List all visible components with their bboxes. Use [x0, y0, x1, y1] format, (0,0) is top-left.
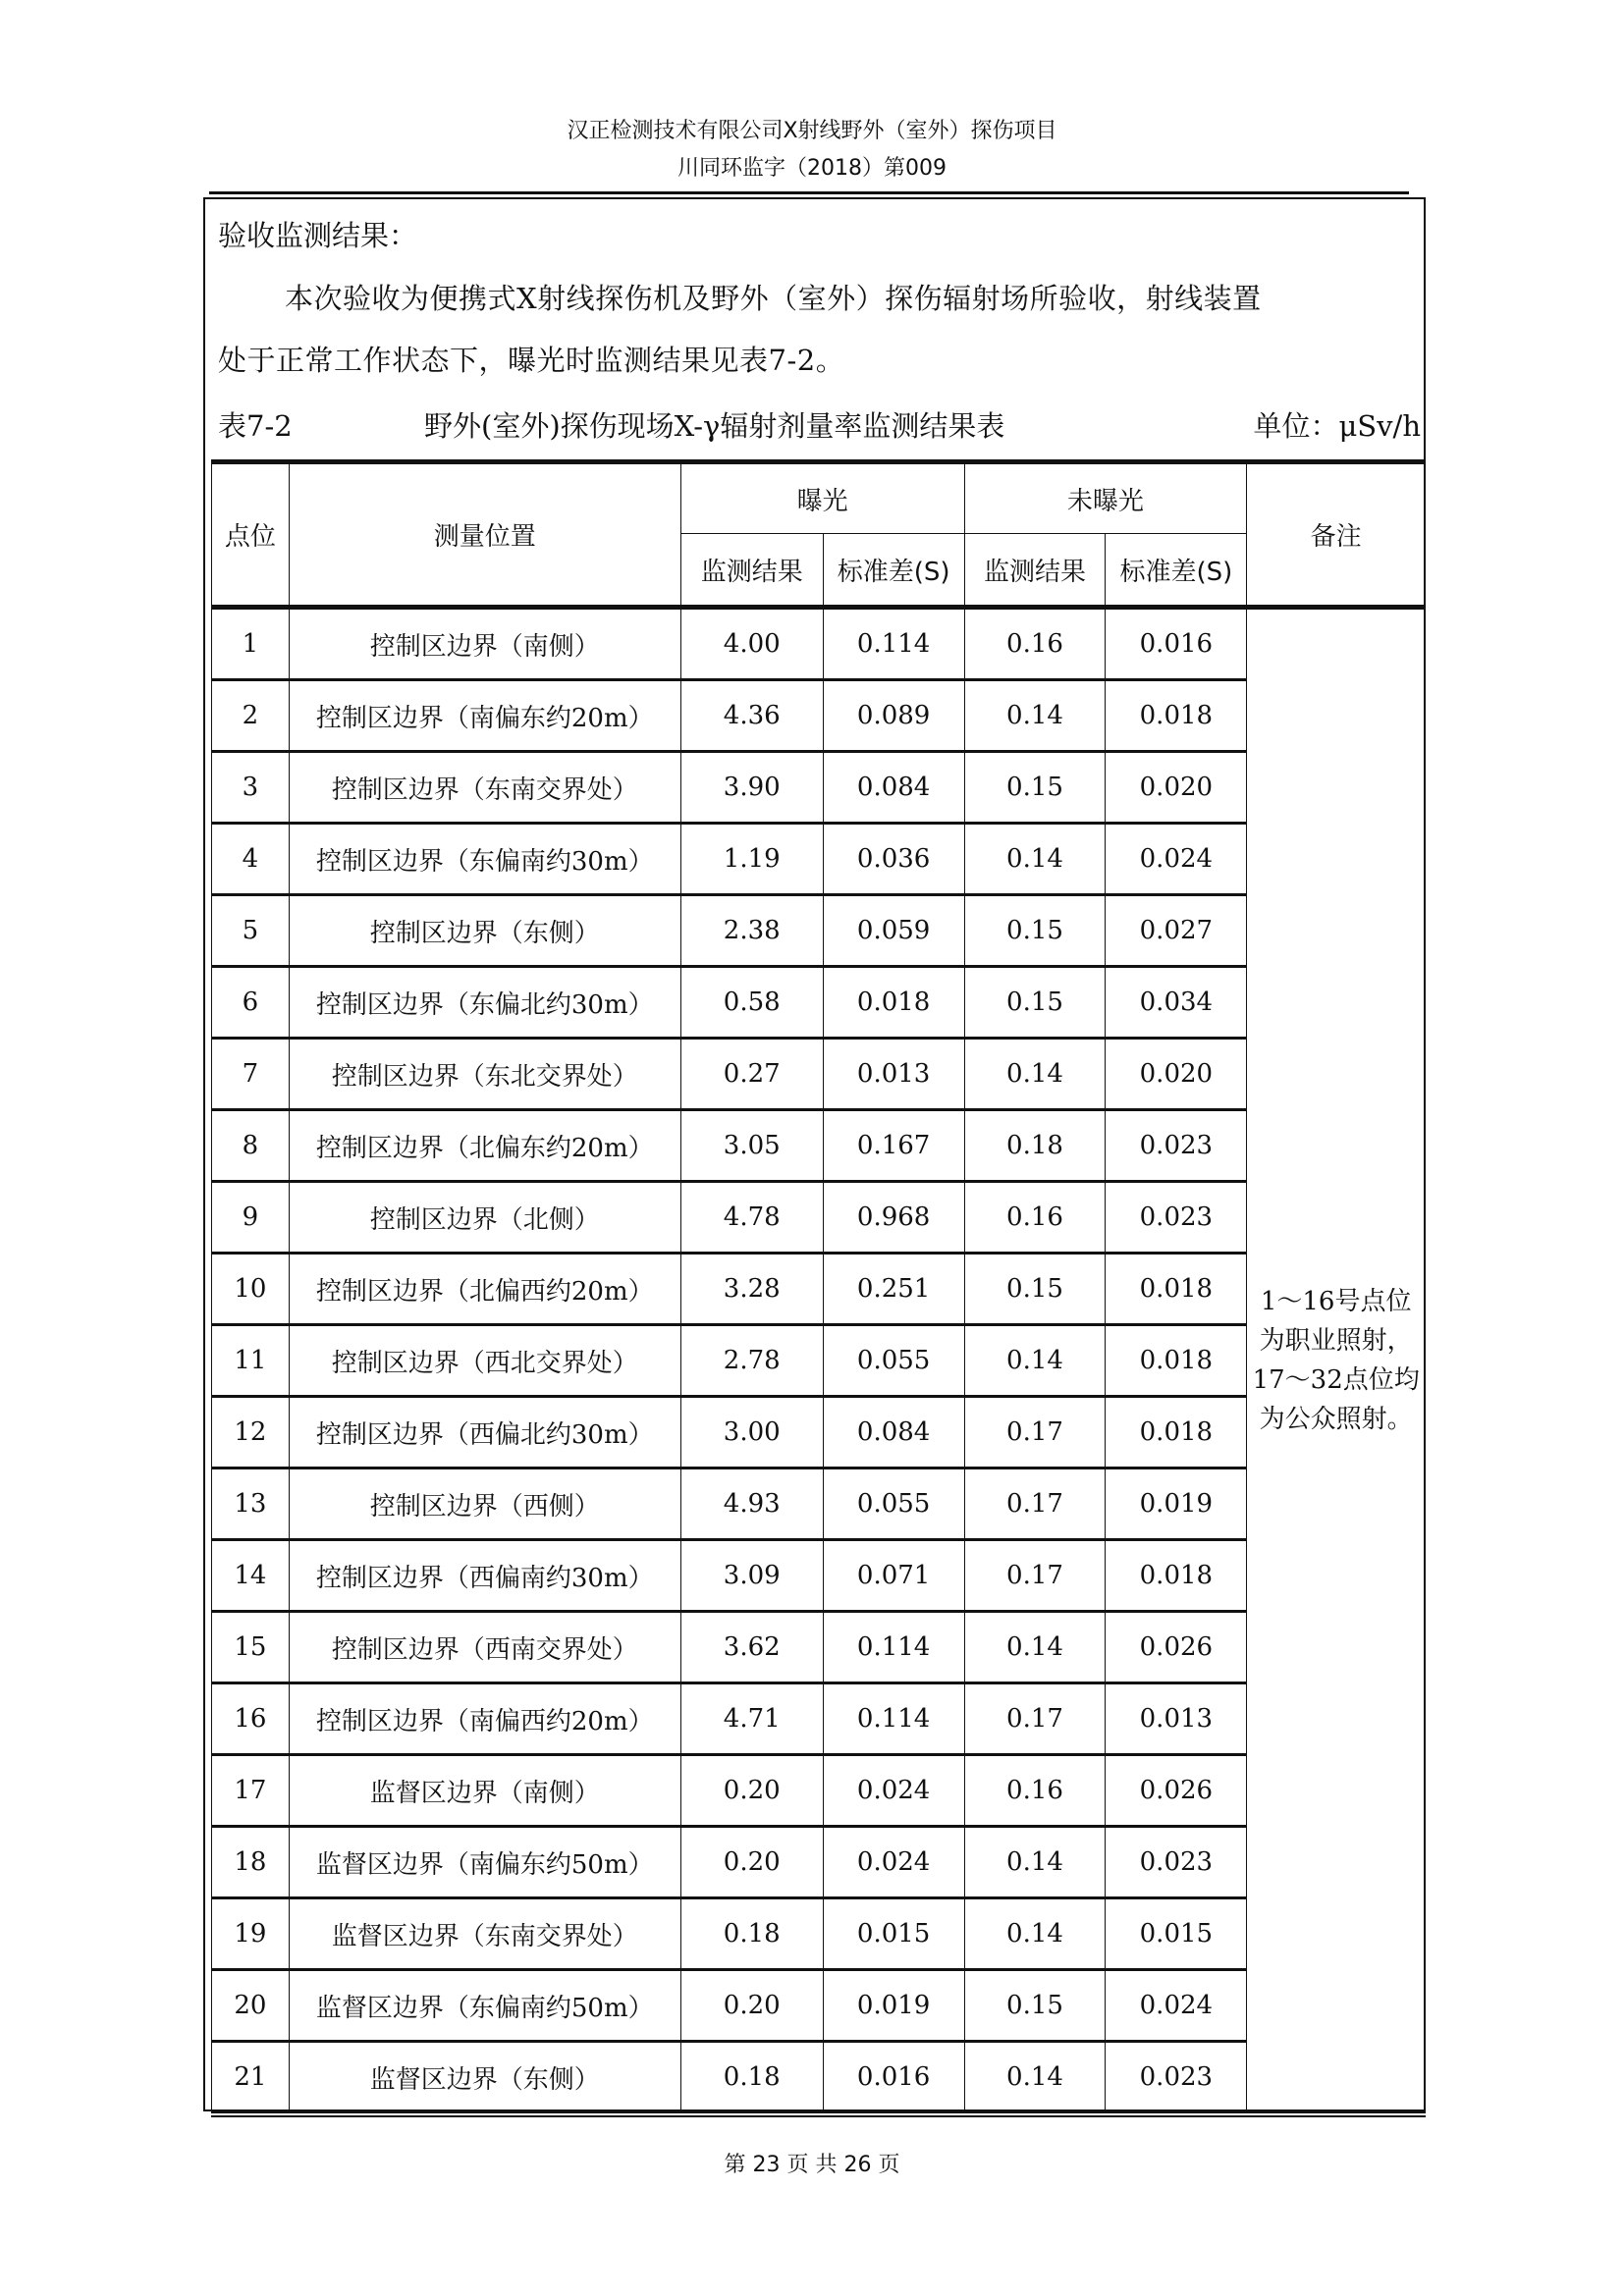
cell-unexposed-std: 0.024 [1106, 1970, 1247, 2042]
cell-unexposed-result: 0.17 [964, 1397, 1106, 1468]
cell-unexposed-std: 0.023 [1106, 1182, 1247, 1254]
cell-unexposed-result: 0.14 [964, 1039, 1106, 1110]
table-row [212, 1182, 1426, 1254]
table-number: 表7-2 [218, 409, 293, 443]
document-header [0, 113, 1624, 187]
cell-unexposed-std: 0.018 [1106, 1325, 1247, 1397]
table-row [212, 1970, 1426, 2042]
cell-exposed-std: 0.167 [823, 1110, 964, 1182]
cell-unexposed-result: 0.14 [964, 1612, 1106, 1683]
table-row [212, 680, 1426, 752]
cell-exposed-result: 4.71 [680, 1683, 823, 1755]
cell-point: 13 [212, 1468, 290, 1540]
cell-location: 控制区边界（南偏东约20m） [289, 680, 680, 752]
report-title: 汉正检测技术有限公司X射线野外（室外）探伤项目 [567, 119, 1057, 143]
table-row [212, 824, 1426, 895]
cell-unexposed-result: 0.15 [964, 895, 1106, 967]
cell-exposed-result: 0.18 [680, 1898, 823, 1970]
table-row [212, 1397, 1426, 1468]
cell-point: 1 [212, 608, 290, 680]
cell-point: 12 [212, 1397, 290, 1468]
cell-exposed-std: 0.055 [823, 1325, 964, 1397]
cell-unexposed-std: 0.015 [1106, 1898, 1247, 1970]
table-row [212, 1254, 1426, 1325]
cell-unexposed-std: 0.013 [1106, 1683, 1247, 1755]
table-row [212, 752, 1426, 824]
cell-exposed-std: 0.114 [823, 1683, 964, 1755]
cell-unexposed-result: 0.16 [964, 608, 1106, 680]
table-row [212, 1612, 1426, 1683]
cell-location: 控制区边界（南偏西约20m） [289, 1683, 680, 1755]
cell-exposed-result: 3.90 [680, 752, 823, 824]
header-exposed-std: 标准差(S) [823, 534, 964, 608]
cell-point: 3 [212, 752, 290, 824]
cell-exposed-std: 0.019 [823, 1970, 964, 2042]
cell-location: 控制区边界（北偏西约20m） [289, 1254, 680, 1325]
cell-exposed-std: 0.968 [823, 1182, 964, 1254]
header-unexposed-std: 标准差(S) [1106, 534, 1247, 608]
header-divider [209, 191, 1409, 194]
cell-point: 11 [212, 1325, 290, 1397]
cell-exposed-result: 0.20 [680, 1970, 823, 2042]
cell-unexposed-result: 0.14 [964, 2042, 1106, 2115]
cell-exposed-result: 0.20 [680, 1827, 823, 1898]
cell-unexposed-std: 0.026 [1106, 1612, 1247, 1683]
cell-unexposed-result: 0.14 [964, 1827, 1106, 1898]
cell-location: 监督区边界（东偏南约50m） [289, 1970, 680, 2042]
cell-location: 控制区边界（东北交界处） [289, 1039, 680, 1110]
cell-point: 14 [212, 1540, 290, 1612]
table-row [212, 1540, 1426, 1612]
cell-exposed-result: 0.58 [680, 967, 823, 1039]
table-row [212, 2042, 1426, 2115]
cell-exposed-result: 1.19 [680, 824, 823, 895]
cell-exposed-std: 0.024 [823, 1827, 964, 1898]
cell-point: 6 [212, 967, 290, 1039]
cell-exposed-result: 4.93 [680, 1468, 823, 1540]
cell-unexposed-result: 0.15 [964, 967, 1106, 1039]
cell-point: 9 [212, 1182, 290, 1254]
cell-exposed-result: 4.36 [680, 680, 823, 752]
cell-location: 监督区边界（东南交界处） [289, 1898, 680, 1970]
cell-exposed-std: 0.251 [823, 1254, 964, 1325]
table-unit: 单位：μSv/h [1253, 409, 1421, 443]
header-remark: 备注 [1247, 462, 1426, 608]
paragraph-line-2: 处于正常工作状态下，曝光时监测结果见表7-2。 [218, 344, 845, 377]
cell-unexposed-std: 0.020 [1106, 1039, 1247, 1110]
cell-location: 控制区边界（东侧） [289, 895, 680, 967]
table-body [212, 608, 1426, 2115]
header-unexposed-result: 监测结果 [964, 534, 1106, 608]
cell-exposed-result: 3.09 [680, 1540, 823, 1612]
cell-location: 控制区边界（西侧） [289, 1468, 680, 1540]
cell-point: 10 [212, 1254, 290, 1325]
cell-unexposed-result: 0.17 [964, 1468, 1106, 1540]
cell-exposed-result: 0.20 [680, 1755, 823, 1827]
cell-exposed-result: 0.18 [680, 2042, 823, 2115]
cell-exposed-std: 0.015 [823, 1898, 964, 1970]
header-point: 点位 [212, 462, 290, 608]
cell-unexposed-std: 0.027 [1106, 895, 1247, 967]
table-row [212, 1325, 1426, 1397]
cell-location: 控制区边界（东南交界处） [289, 752, 680, 824]
header-location: 测量位置 [289, 462, 680, 608]
cell-point: 4 [212, 824, 290, 895]
cell-point: 16 [212, 1683, 290, 1755]
cell-exposed-std: 0.036 [823, 824, 964, 895]
cell-unexposed-result: 0.14 [964, 1325, 1106, 1397]
cell-exposed-std: 0.089 [823, 680, 964, 752]
table-row [212, 608, 1426, 680]
table-row [212, 1898, 1426, 1970]
remark-cell: 1～16号点位为职业照射，17～32点位均为公众照射。 [1247, 608, 1426, 2115]
cell-exposed-std: 0.018 [823, 967, 964, 1039]
cell-location: 控制区边界（南侧） [289, 608, 680, 680]
cell-exposed-std: 0.084 [823, 752, 964, 824]
cell-unexposed-result: 0.15 [964, 1970, 1106, 2042]
cell-unexposed-std: 0.019 [1106, 1468, 1247, 1540]
cell-location: 控制区边界（北侧） [289, 1182, 680, 1254]
cell-unexposed-result: 0.15 [964, 752, 1106, 824]
cell-unexposed-result: 0.14 [964, 1898, 1106, 1970]
cell-location: 监督区边界（东侧） [289, 2042, 680, 2115]
results-table [211, 459, 1426, 2117]
section-heading: 验收监测结果： [218, 219, 418, 252]
table-row [212, 1468, 1426, 1540]
cell-location: 控制区边界（东偏南约30m） [289, 824, 680, 895]
cell-exposed-result: 3.05 [680, 1110, 823, 1182]
cell-exposed-std: 0.059 [823, 895, 964, 967]
cell-unexposed-result: 0.17 [964, 1683, 1106, 1755]
cell-point: 15 [212, 1612, 290, 1683]
cell-unexposed-std: 0.026 [1106, 1755, 1247, 1827]
cell-point: 5 [212, 895, 290, 967]
cell-point: 7 [212, 1039, 290, 1110]
cell-exposed-result: 3.28 [680, 1254, 823, 1325]
cell-unexposed-result: 0.14 [964, 824, 1106, 895]
header-unexposed: 未曝光 [964, 462, 1247, 534]
cell-unexposed-std: 0.024 [1106, 824, 1247, 895]
table-row [212, 967, 1426, 1039]
cell-unexposed-std: 0.018 [1106, 1254, 1247, 1325]
cell-exposed-std: 0.013 [823, 1039, 964, 1110]
cell-point: 17 [212, 1755, 290, 1827]
cell-point: 8 [212, 1110, 290, 1182]
cell-exposed-result: 0.27 [680, 1039, 823, 1110]
cell-exposed-result: 2.38 [680, 895, 823, 967]
cell-location: 控制区边界（西北交界处） [289, 1325, 680, 1397]
cell-unexposed-result: 0.14 [964, 680, 1106, 752]
cell-location: 控制区边界（西偏南约30m） [289, 1540, 680, 1612]
cell-unexposed-std: 0.018 [1106, 1540, 1247, 1612]
cell-unexposed-std: 0.016 [1106, 608, 1247, 680]
header-exposed: 曝光 [680, 462, 964, 534]
cell-unexposed-result: 0.16 [964, 1755, 1106, 1827]
cell-exposed-std: 0.071 [823, 1540, 964, 1612]
cell-unexposed-std: 0.023 [1106, 2042, 1247, 2115]
cell-exposed-std: 0.016 [823, 2042, 964, 2115]
cell-location: 控制区边界（东偏北约30m） [289, 967, 680, 1039]
table-row [212, 1755, 1426, 1827]
cell-unexposed-std: 0.023 [1106, 1827, 1247, 1898]
cell-exposed-std: 0.024 [823, 1755, 964, 1827]
table-title: 野外(室外)探伤现场X-γ辐射剂量率监测结果表 [424, 409, 1005, 443]
header-exposed-result: 监测结果 [680, 534, 823, 608]
paragraph-line-1: 本次验收为便携式X射线探伤机及野外（室外）探伤辐射场所验收，射线装置 [285, 282, 1262, 315]
cell-exposed-std: 0.055 [823, 1468, 964, 1540]
table-row [212, 1827, 1426, 1898]
cell-exposed-result: 4.78 [680, 1182, 823, 1254]
cell-point: 19 [212, 1898, 290, 1970]
cell-point: 21 [212, 2042, 290, 2115]
cell-point: 20 [212, 1970, 290, 2042]
table-row [212, 1039, 1426, 1110]
cell-exposed-std: 0.084 [823, 1397, 964, 1468]
cell-exposed-std: 0.114 [823, 1612, 964, 1683]
cell-point: 18 [212, 1827, 290, 1898]
cell-exposed-result: 2.78 [680, 1325, 823, 1397]
cell-unexposed-std: 0.034 [1106, 967, 1247, 1039]
cell-location: 监督区边界（南侧） [289, 1755, 680, 1827]
cell-unexposed-result: 0.18 [964, 1110, 1106, 1182]
cell-unexposed-result: 0.17 [964, 1540, 1106, 1612]
cell-unexposed-std: 0.018 [1106, 1397, 1247, 1468]
cell-exposed-std: 0.114 [823, 608, 964, 680]
cell-exposed-result: 3.62 [680, 1612, 823, 1683]
table-row [212, 1110, 1426, 1182]
cell-unexposed-result: 0.15 [964, 1254, 1106, 1325]
cell-exposed-result: 3.00 [680, 1397, 823, 1468]
cell-location: 控制区边界（西南交界处） [289, 1612, 680, 1683]
cell-location: 监督区边界（南偏东约50m） [289, 1827, 680, 1898]
cell-exposed-result: 4.00 [680, 608, 823, 680]
page-footer: 第 23 页 共 26 页 [724, 2153, 900, 2177]
cell-location: 控制区边界（西偏北约30m） [289, 1397, 680, 1468]
report-number: 川同环监字（2018）第009 [677, 156, 947, 181]
cell-unexposed-std: 0.023 [1106, 1110, 1247, 1182]
cell-unexposed-std: 0.020 [1106, 752, 1247, 824]
cell-unexposed-std: 0.018 [1106, 680, 1247, 752]
cell-location: 控制区边界（北偏东约20m） [289, 1110, 680, 1182]
cell-unexposed-result: 0.16 [964, 1182, 1106, 1254]
table-row [212, 1683, 1426, 1755]
cell-point: 2 [212, 680, 290, 752]
table-row [212, 895, 1426, 967]
